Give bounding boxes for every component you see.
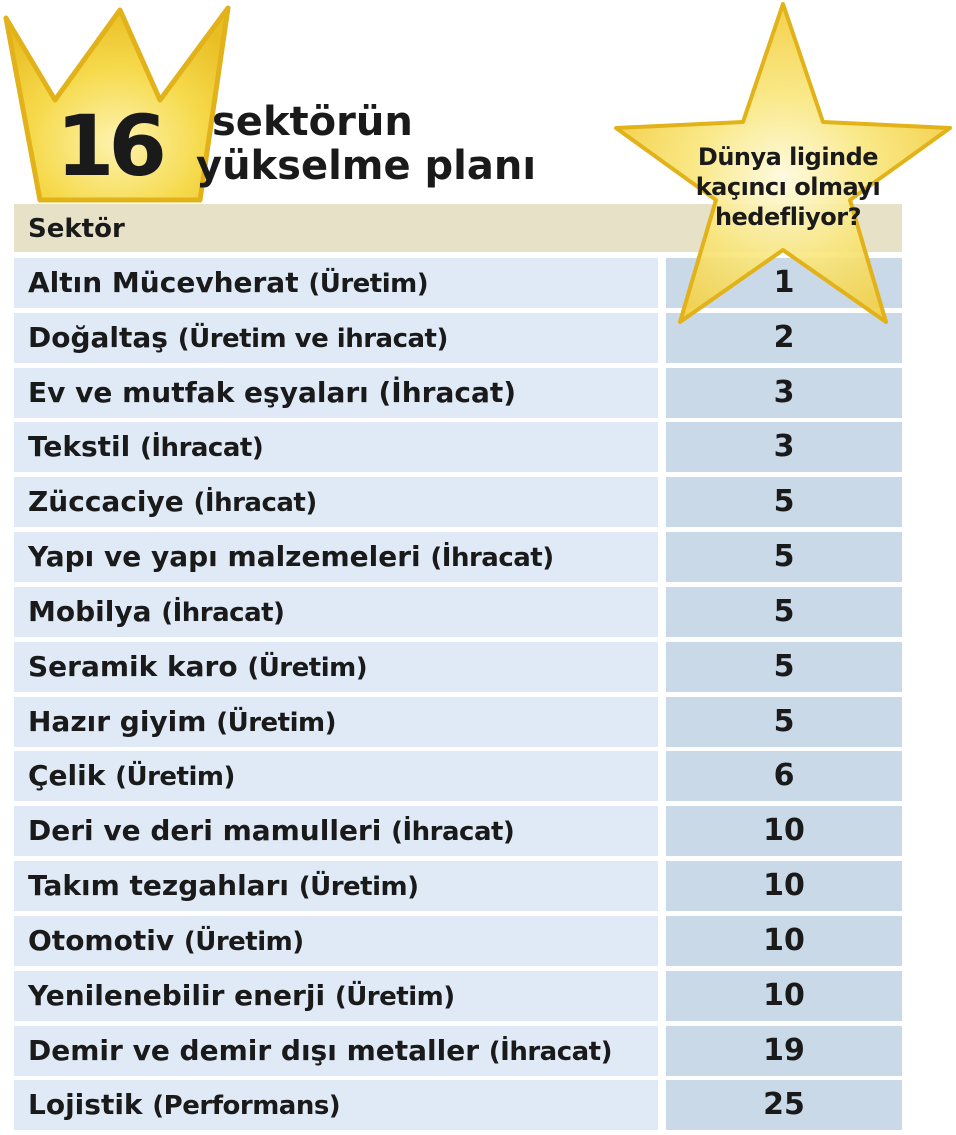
sector-name: Ev ve mutfak eşyaları (İhracat)	[28, 375, 517, 409]
sector-cell	[14, 258, 658, 308]
sector-table	[14, 258, 902, 1135]
page-title	[196, 100, 536, 188]
badge-number: 16	[56, 97, 161, 195]
sector-note: (Üretim)	[298, 872, 419, 903]
sector-note: (Performans)	[152, 1091, 341, 1122]
sector-note: (Üretim)	[115, 762, 235, 793]
sector-note: (İhracat)	[430, 543, 554, 574]
rank-cell: 10	[666, 916, 902, 966]
table-row	[14, 697, 902, 747]
rank-header-line-1: Dünya liginde	[697, 143, 879, 171]
sector-name: Yapı ve yapı malzemeleri	[28, 540, 421, 574]
sector-cell	[14, 861, 658, 911]
rank-cell: 3	[666, 368, 902, 418]
sector-cell	[14, 971, 658, 1021]
sector-cell	[14, 313, 658, 363]
sector-name: Demir ve demir dışı metaller	[28, 1033, 480, 1067]
sector-cell	[14, 477, 658, 527]
rank-cell: 2	[666, 313, 902, 363]
sector-note: (İhracat)	[193, 488, 317, 519]
table-row	[14, 1080, 902, 1130]
rank-header-line-2: kaçıncı olmayı	[695, 173, 881, 201]
rank-cell: 5	[666, 587, 902, 637]
sector-cell	[14, 1080, 658, 1130]
table-row	[14, 642, 902, 692]
rank-cell: 19	[666, 1026, 902, 1076]
table-row	[14, 916, 902, 966]
sector-note: (İhracat)	[140, 433, 264, 464]
sector-cell	[14, 1026, 658, 1076]
sector-note: (İhracat)	[391, 817, 515, 848]
rank-cell: 5	[666, 697, 902, 747]
sector-cell	[14, 642, 658, 692]
table-row	[14, 587, 902, 637]
rank-cell: 6	[666, 751, 902, 801]
title-line-2: yükselme planı	[196, 143, 537, 189]
rank-cell: 1	[666, 258, 902, 308]
column-header-rank	[690, 142, 886, 232]
sector-name: Hazır giyim	[28, 704, 207, 738]
sector-name: Takım tezgahları	[28, 869, 289, 903]
rank-cell: 5	[666, 642, 902, 692]
sector-note: (Üretim)	[216, 707, 336, 738]
rank-cell: 10	[666, 861, 902, 911]
rank-cell: 25	[666, 1080, 902, 1130]
rank-cell: 10	[666, 806, 902, 856]
table-row	[14, 368, 902, 418]
sector-cell	[14, 368, 658, 418]
rank-header-line-3: hedefliyor?	[714, 203, 862, 231]
sector-cell	[14, 751, 658, 801]
sector-note: (Üretim ve ihracat)	[177, 323, 448, 354]
table-row	[14, 861, 902, 911]
sector-name: Deri ve deri mamulleri	[28, 814, 382, 848]
sector-name: Züccaciye	[28, 485, 184, 519]
rank-cell: 5	[666, 477, 902, 527]
table-row	[14, 477, 902, 527]
sector-name: Tekstil	[28, 430, 131, 464]
table-row	[14, 806, 902, 856]
sector-note: (Üretim)	[334, 981, 455, 1012]
table-row	[14, 532, 902, 582]
sector-cell	[14, 806, 658, 856]
sector-note: (İhracat)	[161, 597, 285, 628]
table-row	[14, 422, 902, 472]
sector-name: Doğaltaş	[28, 320, 168, 354]
sector-cell	[14, 697, 658, 747]
sector-cell	[14, 916, 658, 966]
sector-name: Yenilenebilir enerji	[28, 978, 326, 1012]
sector-note: (Üretim)	[183, 926, 304, 957]
sector-cell	[14, 422, 658, 472]
sector-name: Seramik karo	[28, 649, 238, 683]
rank-cell: 5	[666, 532, 902, 582]
sector-name: Çelik	[28, 759, 106, 793]
column-header-sector: Sektör	[28, 214, 125, 244]
table-row	[14, 1026, 902, 1076]
title-line-1: sektörün	[212, 99, 413, 145]
table-row	[14, 971, 902, 1021]
sector-cell	[14, 587, 658, 637]
sector-cell	[14, 532, 658, 582]
sector-name: Altın Mücevherat	[28, 266, 299, 299]
sector-name: Mobilya	[28, 594, 152, 628]
rank-cell: 10	[666, 971, 902, 1021]
sector-note: (Üretim)	[247, 652, 368, 683]
sector-note: (Üretim)	[308, 269, 429, 299]
table-row	[14, 751, 902, 801]
rank-cell: 3	[666, 422, 902, 472]
sector-name: Otomotiv	[28, 923, 175, 957]
sector-note: (İhracat)	[488, 1036, 612, 1067]
sector-name: Lojistik	[28, 1088, 143, 1122]
